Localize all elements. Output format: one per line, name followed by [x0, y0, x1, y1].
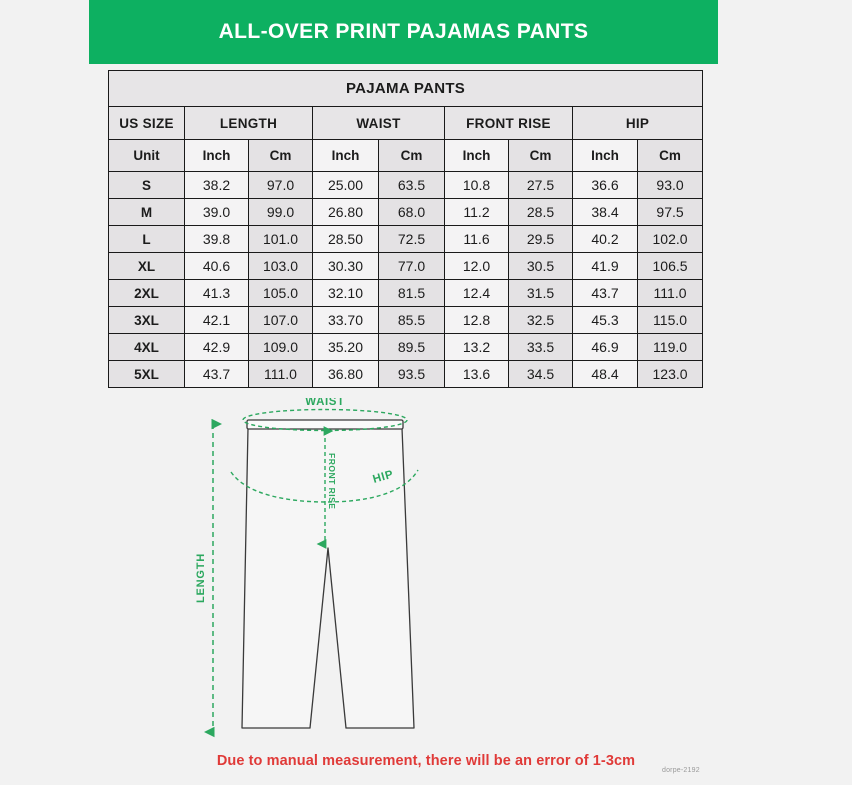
table-row — [109, 280, 703, 307]
cell-length-inch: 41.3 — [185, 280, 249, 307]
table-unit-header-row — [109, 140, 703, 172]
unit-header-hip-cm: Cm — [638, 140, 703, 172]
cell-size: 5XL — [109, 361, 185, 388]
table-row — [109, 172, 703, 199]
cell-length-inch: 40.6 — [185, 253, 249, 280]
cell-hip-cm: 115.0 — [638, 307, 703, 334]
cell-length-cm: 107.0 — [249, 307, 313, 334]
cell-length-inch: 43.7 — [185, 361, 249, 388]
cell-waist-cm: 89.5 — [379, 334, 445, 361]
unit-header-front-rise-inch: Inch — [445, 140, 509, 172]
cell-waist-inch: 35.20 — [313, 334, 379, 361]
front-rise-label: FRONT RISE — [327, 453, 337, 510]
cell-front-rise-cm: 33.5 — [509, 334, 573, 361]
cell-waist-inch: 25.00 — [313, 172, 379, 199]
table-row — [109, 253, 703, 280]
cell-waist-inch: 26.80 — [313, 199, 379, 226]
size-chart-table — [108, 70, 703, 388]
cell-length-cm: 109.0 — [249, 334, 313, 361]
cell-waist-cm: 63.5 — [379, 172, 445, 199]
cell-front-rise-inch: 12.8 — [445, 307, 509, 334]
table-row — [109, 226, 703, 253]
cell-hip-cm: 97.5 — [638, 199, 703, 226]
page-header-banner — [89, 0, 718, 64]
cell-front-rise-inch: 10.8 — [445, 172, 509, 199]
cell-length-cm: 99.0 — [249, 199, 313, 226]
cell-size: S — [109, 172, 185, 199]
cell-waist-cm: 72.5 — [379, 226, 445, 253]
cell-hip-inch: 36.6 — [573, 172, 638, 199]
cell-front-rise-inch: 13.6 — [445, 361, 509, 388]
cell-hip-inch: 43.7 — [573, 280, 638, 307]
cell-length-cm: 111.0 — [249, 361, 313, 388]
cell-hip-cm: 123.0 — [638, 361, 703, 388]
cell-length-cm: 101.0 — [249, 226, 313, 253]
column-group-front-rise: FRONT RISE — [445, 107, 573, 140]
cell-length-inch: 42.9 — [185, 334, 249, 361]
cell-length-inch: 42.1 — [185, 307, 249, 334]
unit-header-front-rise-cm: Cm — [509, 140, 573, 172]
cell-waist-inch: 30.30 — [313, 253, 379, 280]
cell-length-cm: 105.0 — [249, 280, 313, 307]
table-title: PAJAMA PANTS — [109, 71, 703, 107]
cell-front-rise-inch: 13.2 — [445, 334, 509, 361]
cell-size: 2XL — [109, 280, 185, 307]
cell-waist-cm: 81.5 — [379, 280, 445, 307]
unit-header-label: Unit — [109, 140, 185, 172]
table-title-row — [109, 71, 703, 107]
cell-hip-inch: 46.9 — [573, 334, 638, 361]
cell-hip-inch: 40.2 — [573, 226, 638, 253]
cell-front-rise-inch: 12.4 — [445, 280, 509, 307]
cell-front-rise-cm: 34.5 — [509, 361, 573, 388]
cell-waist-inch: 28.50 — [313, 226, 379, 253]
size-chart-body — [109, 172, 703, 388]
cell-hip-cm: 111.0 — [638, 280, 703, 307]
page-title: ALL-OVER PRINT PAJAMAS PANTS — [218, 20, 589, 43]
waist-label: WAIST — [305, 398, 345, 408]
unit-header-length-inch: Inch — [185, 140, 249, 172]
cell-length-inch: 39.8 — [185, 226, 249, 253]
cell-front-rise-cm: 28.5 — [509, 199, 573, 226]
cell-waist-inch: 32.10 — [313, 280, 379, 307]
cell-waist-cm: 93.5 — [379, 361, 445, 388]
column-group-length: LENGTH — [185, 107, 313, 140]
cell-hip-inch: 48.4 — [573, 361, 638, 388]
table-group-header-row — [109, 107, 703, 140]
table-row — [109, 307, 703, 334]
cell-size: 3XL — [109, 307, 185, 334]
unit-header-waist-inch: Inch — [313, 140, 379, 172]
table-row — [109, 361, 703, 388]
cell-length-inch: 38.2 — [185, 172, 249, 199]
cell-size: L — [109, 226, 185, 253]
cell-front-rise-cm: 27.5 — [509, 172, 573, 199]
unit-header-waist-cm: Cm — [379, 140, 445, 172]
cell-front-rise-inch: 11.2 — [445, 199, 509, 226]
cell-length-cm: 103.0 — [249, 253, 313, 280]
measurement-disclaimer: Due to manual measurement, there will be an error of 1-3cm — [216, 753, 636, 769]
column-group-hip: HIP — [573, 107, 703, 140]
unit-header-hip-inch: Inch — [573, 140, 638, 172]
cell-size: M — [109, 199, 185, 226]
cell-hip-cm: 102.0 — [638, 226, 703, 253]
cell-front-rise-cm: 31.5 — [509, 280, 573, 307]
cell-front-rise-cm: 30.5 — [509, 253, 573, 280]
cell-hip-cm: 119.0 — [638, 334, 703, 361]
column-header-us-size: US SIZE — [109, 107, 185, 140]
cell-hip-cm: 93.0 — [638, 172, 703, 199]
cell-size: XL — [109, 253, 185, 280]
cell-waist-cm: 68.0 — [379, 199, 445, 226]
unit-header-length-cm: Cm — [249, 140, 313, 172]
cell-front-rise-cm: 32.5 — [509, 307, 573, 334]
cell-waist-inch: 33.70 — [313, 307, 379, 334]
measurement-diagram — [0, 398, 852, 753]
cell-length-inch: 39.0 — [185, 199, 249, 226]
pants-diagram-svg — [186, 398, 666, 753]
cell-hip-inch: 45.3 — [573, 307, 638, 334]
cell-waist-cm: 85.5 — [379, 307, 445, 334]
cell-front-rise-cm: 29.5 — [509, 226, 573, 253]
cell-front-rise-inch: 11.6 — [445, 226, 509, 253]
cell-hip-inch: 38.4 — [573, 199, 638, 226]
cell-size: 4XL — [109, 334, 185, 361]
cell-hip-inch: 41.9 — [573, 253, 638, 280]
watermark-label: dorpe-2192 — [662, 767, 700, 774]
cell-waist-cm: 77.0 — [379, 253, 445, 280]
cell-hip-cm: 106.5 — [638, 253, 703, 280]
column-group-waist: WAIST — [313, 107, 445, 140]
cell-length-cm: 97.0 — [249, 172, 313, 199]
cell-waist-inch: 36.80 — [313, 361, 379, 388]
table-row — [109, 334, 703, 361]
table-row — [109, 199, 703, 226]
cell-front-rise-inch: 12.0 — [445, 253, 509, 280]
length-label: LENGTH — [195, 552, 207, 604]
hip-label: HIP — [371, 468, 395, 486]
